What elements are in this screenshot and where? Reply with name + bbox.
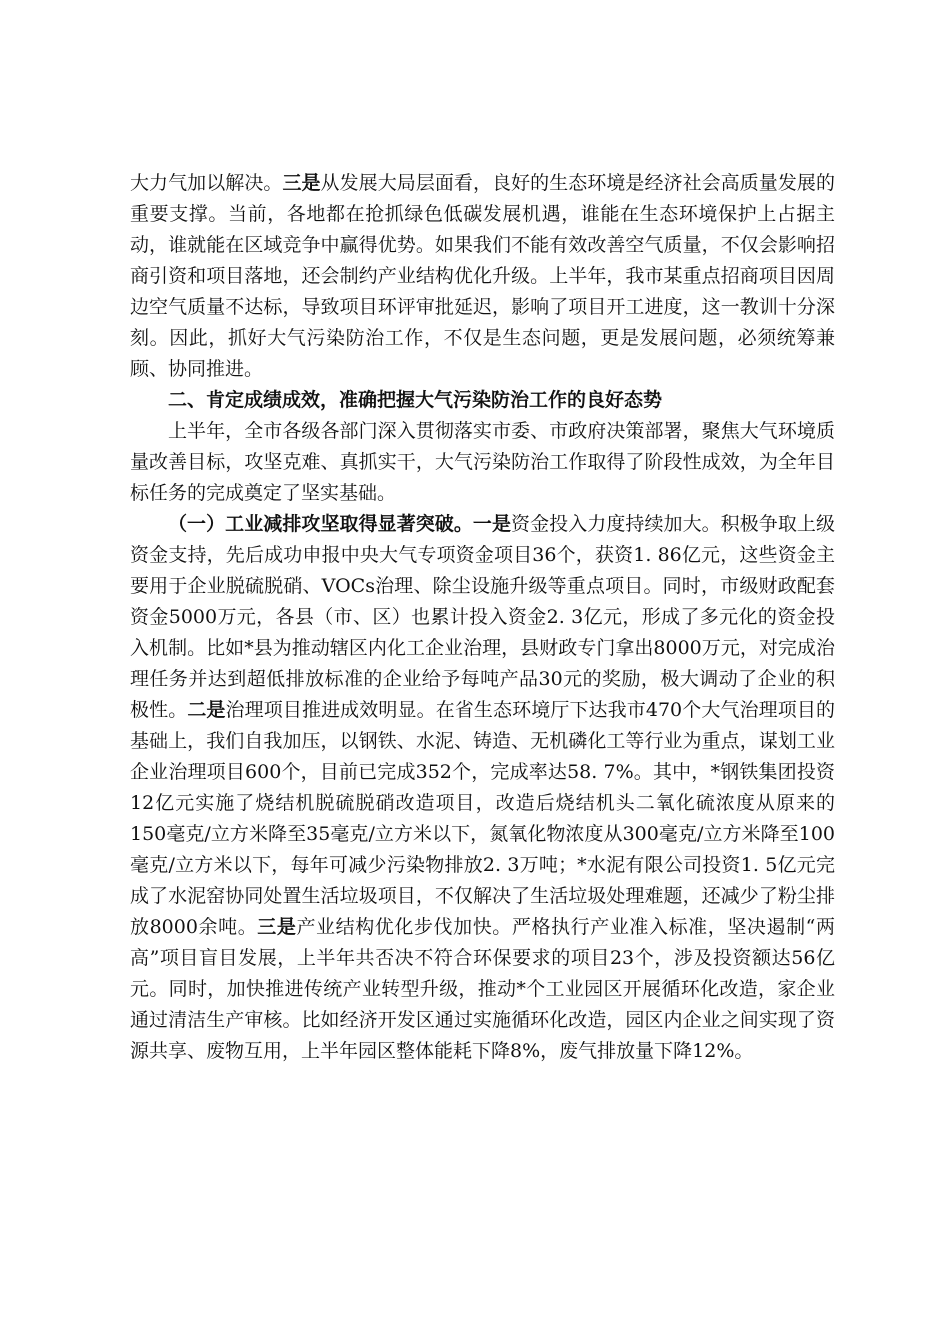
subsection-heading-1: （一）工业减排攻坚取得显著突破。一是 xyxy=(168,513,512,535)
document-page xyxy=(130,168,835,1067)
bold-marker-san-shi: 三是 xyxy=(257,916,297,938)
paragraph-text: 大力气加以解决。 xyxy=(130,172,283,194)
bold-marker-san-shi: 三是 xyxy=(282,172,321,194)
paragraph-third-point xyxy=(130,168,835,385)
paragraph-text: 产业结构优化步伐加快。严格执行产业准入标准，坚决遏制“两高”项目盲目发展，上半年共否决不符合环保要求的项目23个，涉及投资额达56亿元。同时，加快推进传统产业转型升级，推动*个工业园区开展循环化改造，家企业通过清洁生产审核。比如经济开发区通过实施循环化改造，园区内企业之间实现了资源共享、废物互用，上半年园区整体能耗下降8%，废气排放量下降12%。 xyxy=(130,916,835,1062)
paragraph-half-year-summary: 上半年，全市各级各部门深入贯彻落实市委、市政府决策部署，聚焦大气环境质量改善目标，攻坚克难、真抓实干，大气污染防治工作取得了阶段性成效，为全年目标任务的完成奠定了坚实基础。 xyxy=(130,420,835,504)
section-heading-2: 二、肯定成绩成效，准确把握大气污染防治工作的良好态势 xyxy=(168,389,663,411)
paragraph-industrial-reduction xyxy=(130,509,835,1067)
bold-marker-er-shi: 二是 xyxy=(187,699,226,721)
paragraph-text: 从发展大局层面看，良好的生态环境是经济社会高质量发展的重要支撑。当前，各地都在抢抓绿色低碳发展机遇，谁能在生态环境保护上占据主动，谁就能在区域竞争中赢得优势。如果我们不能有效改善空气质量，不仅会影响招商引资和项目落地，还会制约产业结构优化升级。上半年，我市某重点招商项目因周边空气质量不达标，导致项目环评审批延迟，影响了项目开工进度，这一教训十分深刻。因此，抓好大气污染防治工作，不仅是生态问题，更是发展问题，必须统筹兼顾、协同推进。 xyxy=(130,172,835,380)
paragraph-text: 资金投入力度持续加大。积极争取上级资金支持，先后成功申报中央大气专项资金项目36个，获资1. 86亿元，这些资金主要用于企业脱硫脱硝、VOCs治理、除尘设施升级等重点项目。同时，市级财政配套资金5000万元，各县（市、区）也累计投入资金2. 3亿元，形成了多元化的资金投入机制。比如*县为推动辖区内化工企业治理，县财政专门拿出8000万元，对完成治理任务并达到超低排放标准的企业给予每吨产品30元的奖励，极大调动了企业的积极性。 xyxy=(130,513,835,721)
paragraph-text: 治理项目推进成效明显。在省生态环境厅下达我市470个大气治理项目的基础上，我们自我加压，以钢铁、水泥、铸造、无机磷化工等行业为重点，谋划工业企业治理项目600个，目前已完成352个，完成率达58. 7%。其中，*钢铁集团投资12亿元实施了烧结机脱硫脱硝改造项目，改造后烧结机头二氧化硫浓度从原来的150毫克/立方米降至35毫克/立方米以下，氮氧化物浓度从300毫克/立方米降至100毫克/立方米以下，每年可减少污染物排放2. 3万吨；*水泥有限公司投资1. 5亿元完成了水泥窑协同处置生活垃圾项目，不仅解决了生活垃圾处理难题，还减少了粉尘排放8000余吨。 xyxy=(130,699,835,938)
